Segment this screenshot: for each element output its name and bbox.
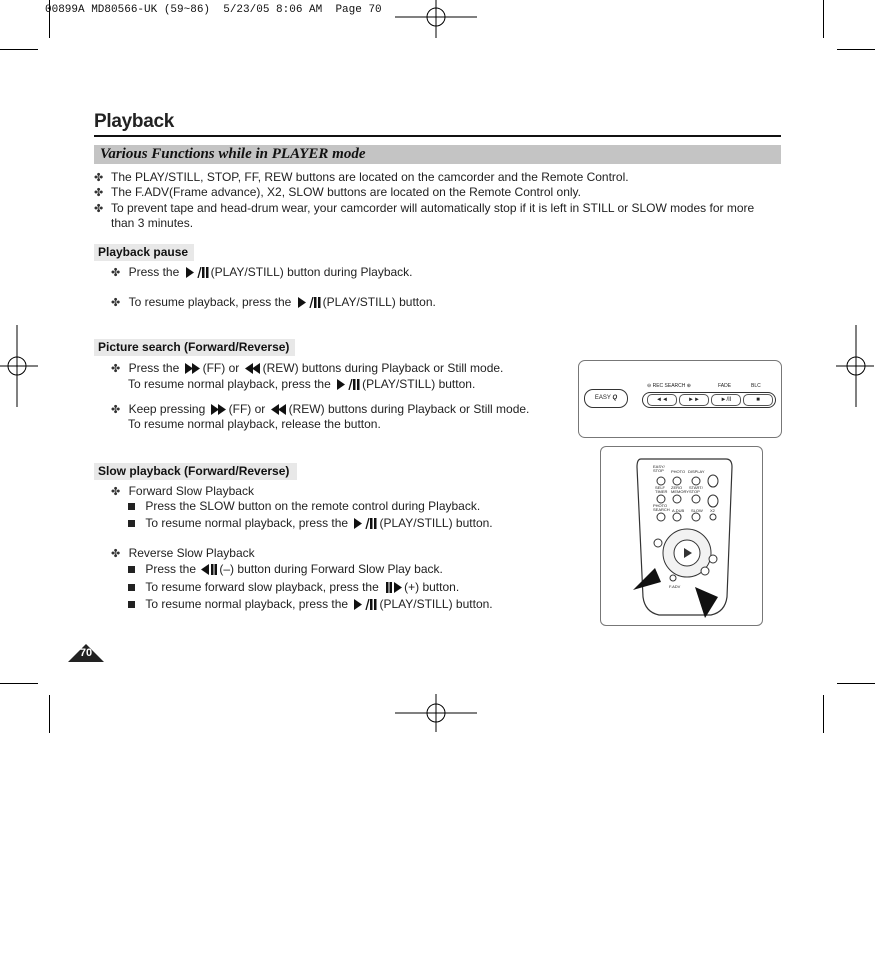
blc-label: BLC bbox=[751, 383, 761, 389]
play-still-icon bbox=[185, 267, 209, 278]
intro-bullet: ✤ The PLAY/STILL, STOP, FF, REW buttons are located on the camcorder and the Remote Control. bbox=[94, 170, 629, 184]
cross-bullet-icon: ✤ bbox=[111, 548, 121, 560]
reverse-frame-icon bbox=[201, 564, 217, 575]
rewind-icon bbox=[245, 363, 261, 374]
remote-label: DISPLAY bbox=[688, 469, 705, 474]
subheading-slow-playback: Slow playback (Forward/Reverse) bbox=[94, 463, 297, 480]
play-still-icon bbox=[353, 518, 377, 529]
square-bullet-icon bbox=[128, 584, 135, 591]
cross-bullet-icon: ✤ bbox=[94, 203, 104, 215]
remote-label: EASY/ STOP bbox=[653, 464, 665, 473]
play-still-icon bbox=[297, 297, 321, 308]
play-still-button: ►/II bbox=[711, 394, 741, 406]
play-still-icon bbox=[353, 599, 377, 610]
remote-label: SLOW bbox=[691, 508, 703, 513]
camcorder-panel-illustration bbox=[578, 360, 782, 438]
cross-bullet-icon: ✤ bbox=[94, 187, 104, 199]
page-number-badge bbox=[68, 644, 104, 669]
cross-bullet-icon: ✤ bbox=[111, 404, 121, 416]
rewind-icon bbox=[271, 404, 287, 415]
cross-bullet-icon: ✤ bbox=[111, 297, 121, 309]
rec-search-label: ⊖ REC SEARCH ⊕ bbox=[647, 383, 691, 389]
remote-control-illustration bbox=[600, 446, 763, 626]
fast-forward-icon bbox=[211, 404, 227, 415]
page-title: Playback bbox=[94, 111, 174, 132]
subheading-playback-pause: Playback pause bbox=[94, 244, 194, 261]
square-bullet-icon bbox=[128, 520, 135, 527]
cross-bullet-icon: ✤ bbox=[111, 363, 121, 375]
registration-mark-top bbox=[395, 0, 477, 40]
square-bullet-icon bbox=[128, 566, 135, 573]
list-item: ✤ Forward Slow Playback bbox=[111, 484, 254, 498]
cross-bullet-icon: ✤ bbox=[111, 486, 121, 498]
remote-label: ZERO MEMORY bbox=[671, 485, 689, 494]
list-item: ✤ Press the (PLAY/STILL) button during Playback. bbox=[111, 265, 413, 279]
fade-label: FADE bbox=[718, 383, 732, 389]
cross-bullet-icon: ✤ bbox=[111, 267, 121, 279]
square-bullet-icon bbox=[128, 503, 135, 510]
play-still-icon bbox=[336, 379, 360, 390]
sub-list-item: To resume normal playback, press the (PLAY/STILL) button. bbox=[128, 516, 493, 531]
remote-label: START/ STOP bbox=[689, 485, 703, 494]
registration-mark-right bbox=[834, 325, 874, 407]
sub-list-item: Press the (–) button during Forward Slow Play back. bbox=[128, 562, 443, 577]
remote-label: X2 bbox=[710, 508, 715, 513]
remote-label: F.ADV bbox=[669, 584, 681, 589]
list-item-continuation: To resume normal playback, release the button. bbox=[128, 417, 381, 431]
list-item-continuation: To resume normal playback, press the (PLAY/STILL) button. bbox=[128, 377, 476, 391]
list-item: ✤ Press the (FF) or (REW) buttons during Playback or Still mode. bbox=[111, 361, 504, 375]
registration-mark-bottom bbox=[395, 694, 477, 734]
stop-button: ■ bbox=[743, 394, 773, 406]
page-number: 70 bbox=[79, 647, 93, 659]
fast-forward-button: ►► bbox=[679, 394, 709, 406]
fast-forward-icon bbox=[185, 363, 201, 374]
list-item: ✤ Reverse Slow Playback bbox=[111, 546, 255, 560]
easy-button: EASY Q bbox=[584, 389, 628, 408]
subheading-picture-search: Picture search (Forward/Reverse) bbox=[94, 339, 295, 356]
rewind-button: ◄◄ bbox=[647, 394, 677, 406]
section-heading: Various Functions while in PLAYER mode bbox=[100, 146, 366, 162]
intro-bullet-continuation: than 3 minutes. bbox=[111, 216, 194, 230]
list-item: ✤ Keep pressing (FF) or (REW) buttons during Playback or Still mode. bbox=[111, 402, 530, 416]
sub-list-item: To resume normal playback, press the (PLAY/STILL) button. bbox=[128, 597, 493, 612]
square-bullet-icon bbox=[128, 601, 135, 608]
sub-list-item: To resume forward slow playback, press the (+) button. bbox=[128, 580, 459, 595]
print-header: 00899A MD80566-UK (59~86) 5/23/05 8:06 AM Page 70 bbox=[45, 4, 382, 16]
remote-label: SELF TIMER bbox=[655, 485, 668, 494]
forward-frame-icon bbox=[384, 582, 402, 593]
title-rule bbox=[94, 135, 781, 137]
section-heading-bar bbox=[94, 145, 781, 164]
remote-label: A.DUB bbox=[672, 508, 685, 513]
cross-bullet-icon: ✤ bbox=[94, 172, 104, 184]
list-item: ✤ To resume playback, press the (PLAY/STILL) button. bbox=[111, 295, 436, 309]
remote-label: PHOTO bbox=[671, 469, 686, 474]
intro-bullet: ✤ The F.ADV(Frame advance), X2, SLOW buttons are located on the Remote Control only. bbox=[94, 185, 581, 199]
intro-bullet: ✤ To prevent tape and head-drum wear, your camcorder will automatically stop if it is left in STILL or SLOW modes for more bbox=[94, 201, 755, 215]
remote-label: PHOTO SEARCH bbox=[653, 503, 670, 512]
registration-mark-left bbox=[0, 325, 40, 407]
camcorder-button-strip bbox=[642, 392, 776, 408]
sub-list-item: Press the SLOW button on the remote control during Playback. bbox=[128, 499, 480, 514]
